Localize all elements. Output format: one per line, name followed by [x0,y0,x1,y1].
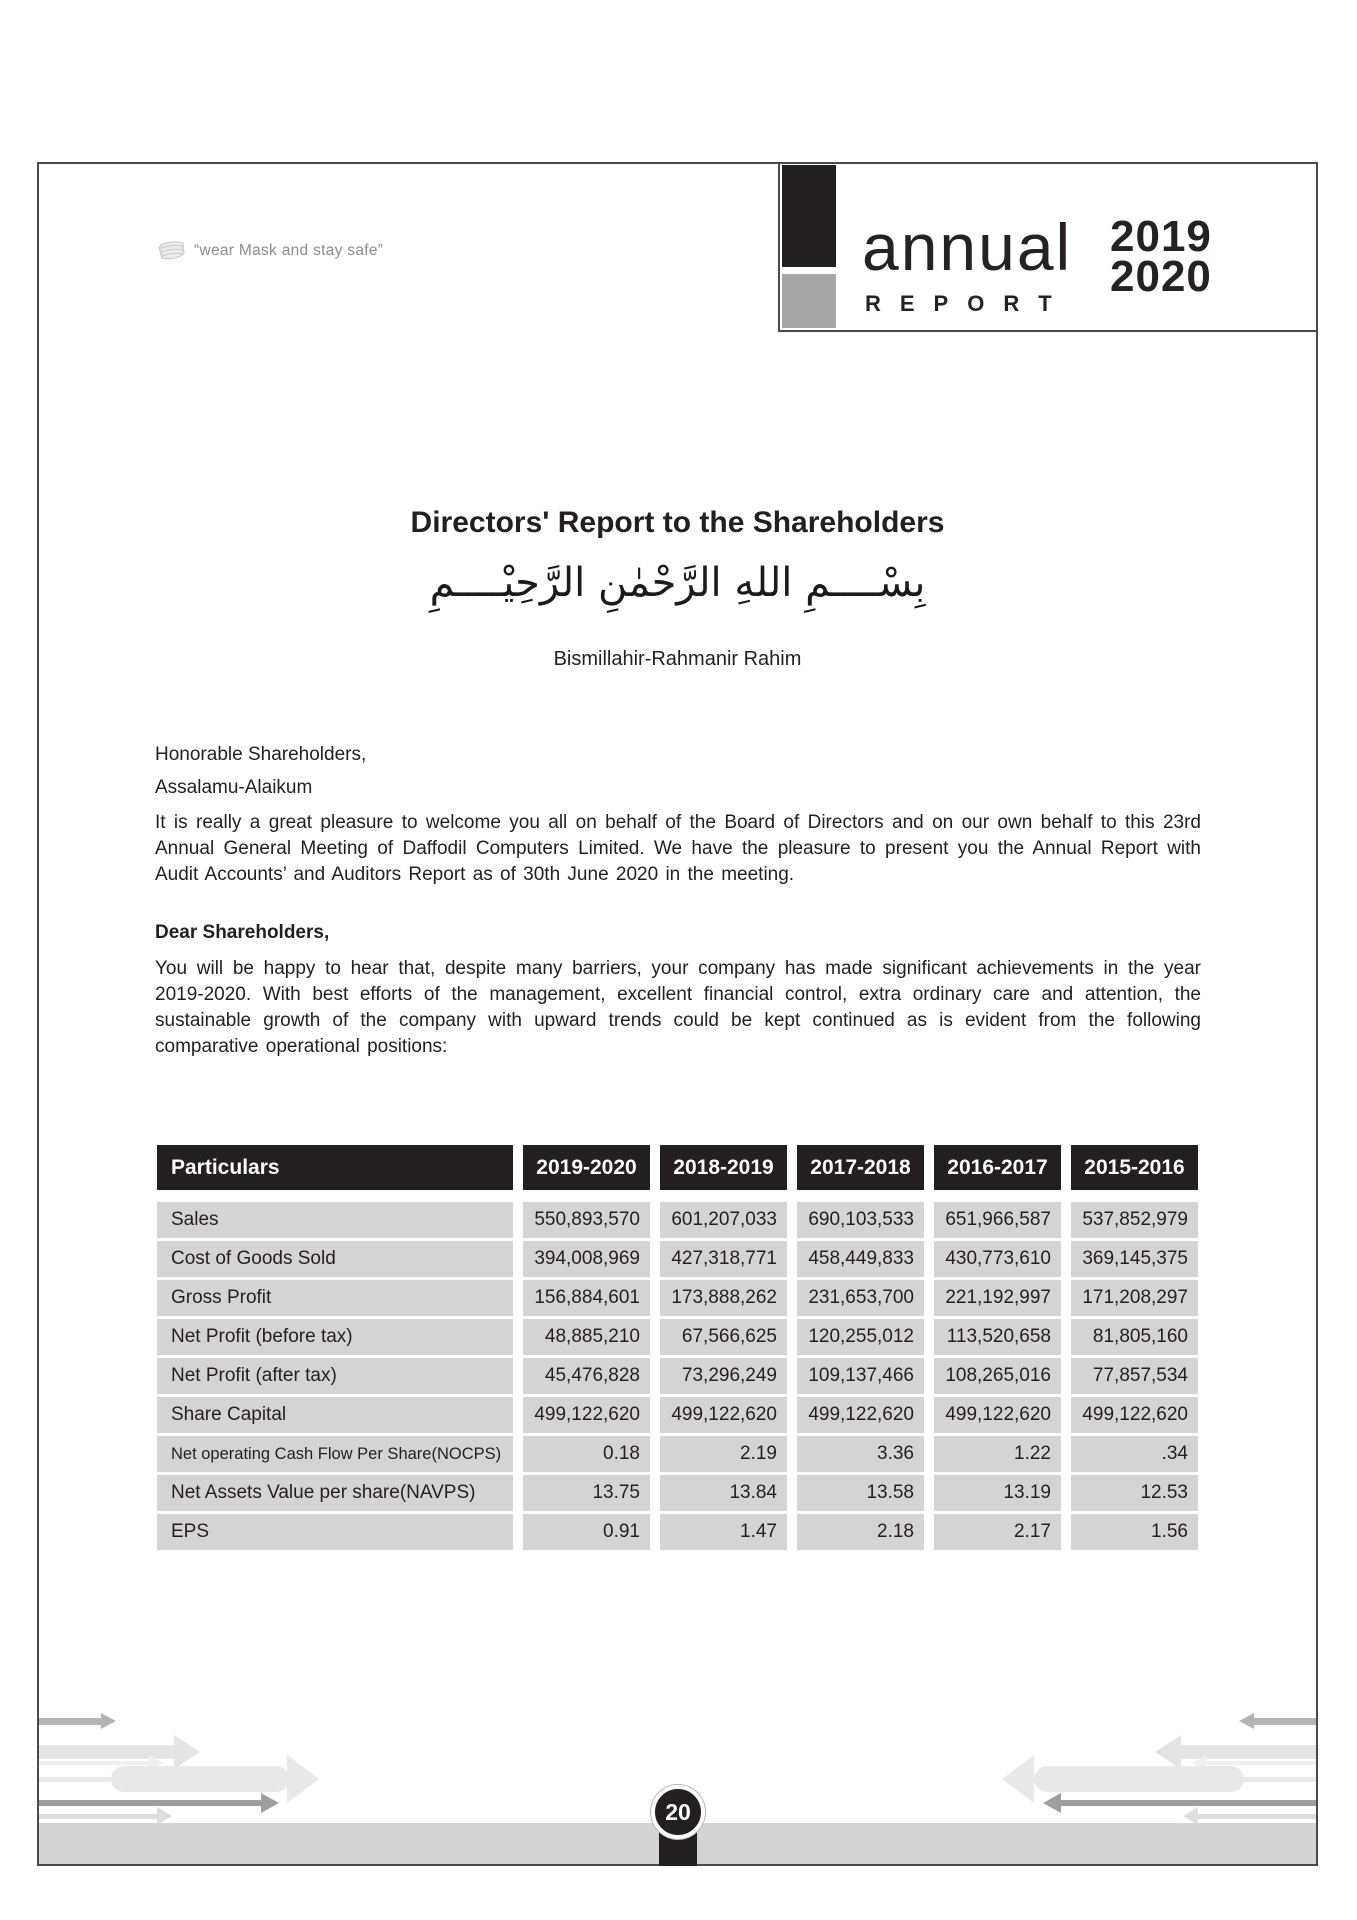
value-cell: 2.19 [660,1436,787,1472]
salutation-honorable: Honorable Shareholders, [155,744,367,765]
bismillah-calligraphy: بِسْــــمِ اللهِ الرَّحْمٰنِ الرَّحِيْــــمِ [429,560,926,606]
page-number-badge [651,1785,705,1839]
arrow-body [111,1766,289,1792]
row-label-cell: Net operating Cash Flow Per Share(NOCPS) [157,1436,513,1472]
value-cell: 458,449,833 [797,1241,924,1277]
dear-shareholders-heading: Dear Shareholders, [155,922,330,943]
arrow-shaft [1206,1761,1316,1765]
row-label-cell: Net Profit (before tax) [157,1319,513,1355]
value-cell: 48,885,210 [523,1319,650,1355]
arrow-shaft [39,1761,149,1765]
logo-word-report: REPORT [865,291,1071,316]
logo-word-annual: annual [862,210,1073,284]
value-cell: 171,208,297 [1071,1280,1198,1316]
arrow-shaft [39,1777,114,1782]
arrow-shaft [1198,1814,1316,1819]
table-row [157,1475,1200,1511]
value-cell: 13.84 [660,1475,787,1511]
table-row [157,1514,1200,1550]
value-cell: 0.18 [523,1436,650,1472]
table-header-row [157,1145,1200,1190]
bismillah-transliteration: Bismillahir-Rahmanir Rahim [553,648,802,670]
logo-year-2019: 2019 [1110,212,1212,261]
row-label-cell: Share Capital [157,1397,513,1433]
value-cell: 221,192,997 [934,1280,1061,1316]
table-row [157,1280,1200,1316]
value-cell: .34 [1071,1436,1198,1472]
row-label-cell: EPS [157,1514,513,1550]
arrow-body [1034,1766,1244,1792]
logo-black-bar [782,165,836,267]
arrow-shaft [1241,1777,1316,1782]
face-mask-icon [158,238,186,264]
arrow-head-right-icon [261,1793,279,1813]
value-cell: 499,122,620 [660,1397,787,1433]
arrow-shaft [39,1718,101,1725]
table-row [157,1319,1200,1355]
value-cell: 77,857,534 [1071,1358,1198,1394]
value-cell: 1.56 [1071,1514,1198,1550]
value-cell: 108,265,016 [934,1358,1061,1394]
table-header-year: 2018-2019 [660,1145,787,1190]
value-cell: 81,805,160 [1071,1319,1198,1355]
mask-note-text: “wear Mask and stay safe” [194,242,384,259]
value-cell: 2.17 [934,1514,1061,1550]
value-cell: 499,122,620 [797,1397,924,1433]
arrow-shaft [1061,1800,1316,1806]
arrow-head-left-icon [1043,1793,1061,1813]
value-cell: 45,476,828 [523,1358,650,1394]
table-row [157,1436,1200,1472]
value-cell: 690,103,533 [797,1202,924,1238]
arrow-shaft [1254,1718,1316,1725]
row-label-cell: Sales [157,1202,513,1238]
table-header-year: 2019-2020 [523,1145,650,1190]
row-label-cell: Cost of Goods Sold [157,1241,513,1277]
arrow-head-right-icon [174,1735,200,1769]
logo-gray-bar [782,274,836,328]
value-cell: 12.53 [1071,1475,1198,1511]
value-cell: 67,566,625 [660,1319,787,1355]
value-cell: 0.91 [523,1514,650,1550]
logo-years [1110,212,1212,301]
value-cell: 113,520,658 [934,1319,1061,1355]
page-title: Directors' Report to the Shareholders [410,506,945,539]
value-cell: 2.18 [797,1514,924,1550]
logo-year-2020: 2020 [1110,252,1212,301]
value-cell: 427,318,771 [660,1241,787,1277]
arrow-head-right-icon [287,1755,319,1803]
value-cell: 550,893,570 [523,1202,650,1238]
arrow-shaft [39,1800,261,1806]
value-cell: 394,008,969 [523,1241,650,1277]
value-cell: 601,207,033 [660,1202,787,1238]
row-label-cell: Net Assets Value per share(NAVPS) [157,1475,513,1511]
value-cell: 231,653,700 [797,1280,924,1316]
value-cell: 651,966,587 [934,1202,1061,1238]
value-cell: 1.47 [660,1514,787,1550]
table-row [157,1397,1200,1433]
arrow-head-right-icon [101,1713,116,1729]
value-cell: 3.36 [797,1436,924,1472]
annual-report-logo [778,162,1318,332]
value-cell: 13.19 [934,1475,1061,1511]
table-row [157,1202,1200,1238]
row-label-cell: Gross Profit [157,1280,513,1316]
value-cell: 173,888,262 [660,1280,787,1316]
value-cell: 1.22 [934,1436,1061,1472]
row-label-cell: Net Profit (after tax) [157,1358,513,1394]
salutation-assalamu: Assalamu-Alaikum [155,777,313,798]
arrow-head-left-icon [1002,1755,1034,1803]
table-header-year: 2016-2017 [934,1145,1061,1190]
page-number: 20 [665,1798,691,1825]
paragraph-achievements: You will be happy to hear that, despite many barriers, your company has made significant achievements in the year 2019-2020. With best efforts of the management, excellent financial control, extra ordinary care and attention, the sustainable growth of the company with upward trends could be kept continued as is evident from the following comparative operational positions: [155,958,1201,1057]
value-cell: 73,296,249 [660,1358,787,1394]
table-header-year: 2015-2016 [1071,1145,1198,1190]
comparative-operations-table [157,1145,1200,1553]
value-cell: 499,122,620 [523,1397,650,1433]
value-cell: 430,773,610 [934,1241,1061,1277]
value-cell: 537,852,979 [1071,1202,1198,1238]
table-header-year: 2017-2018 [797,1145,924,1190]
table-body [157,1202,1200,1550]
value-cell: 109,137,466 [797,1358,924,1394]
value-cell: 13.75 [523,1475,650,1511]
paragraph-welcome: It is really a great pleasure to welcome you all on behalf of the Board of Directors and on our own behalf to this 23rd Annual General Meeting of Daffodil Computers Limited. We have the pleasure to present you the Annual Report with Audit Accounts’ and Auditors Report as of 30th June 2020 in the meeting. [155,812,1201,885]
value-cell: 120,255,012 [797,1319,924,1355]
table-header-particulars: Particulars [157,1145,513,1190]
arrow-head-left-icon [1239,1713,1254,1729]
value-cell: 13.58 [797,1475,924,1511]
value-cell: 499,122,620 [934,1397,1061,1433]
table-row [157,1358,1200,1394]
arrow-shaft [39,1814,157,1819]
value-cell: 499,122,620 [1071,1397,1198,1433]
value-cell: 369,145,375 [1071,1241,1198,1277]
mask-note [158,238,383,264]
table-row [157,1241,1200,1277]
value-cell: 156,884,601 [523,1280,650,1316]
arrow-head-left-icon [1155,1735,1181,1769]
